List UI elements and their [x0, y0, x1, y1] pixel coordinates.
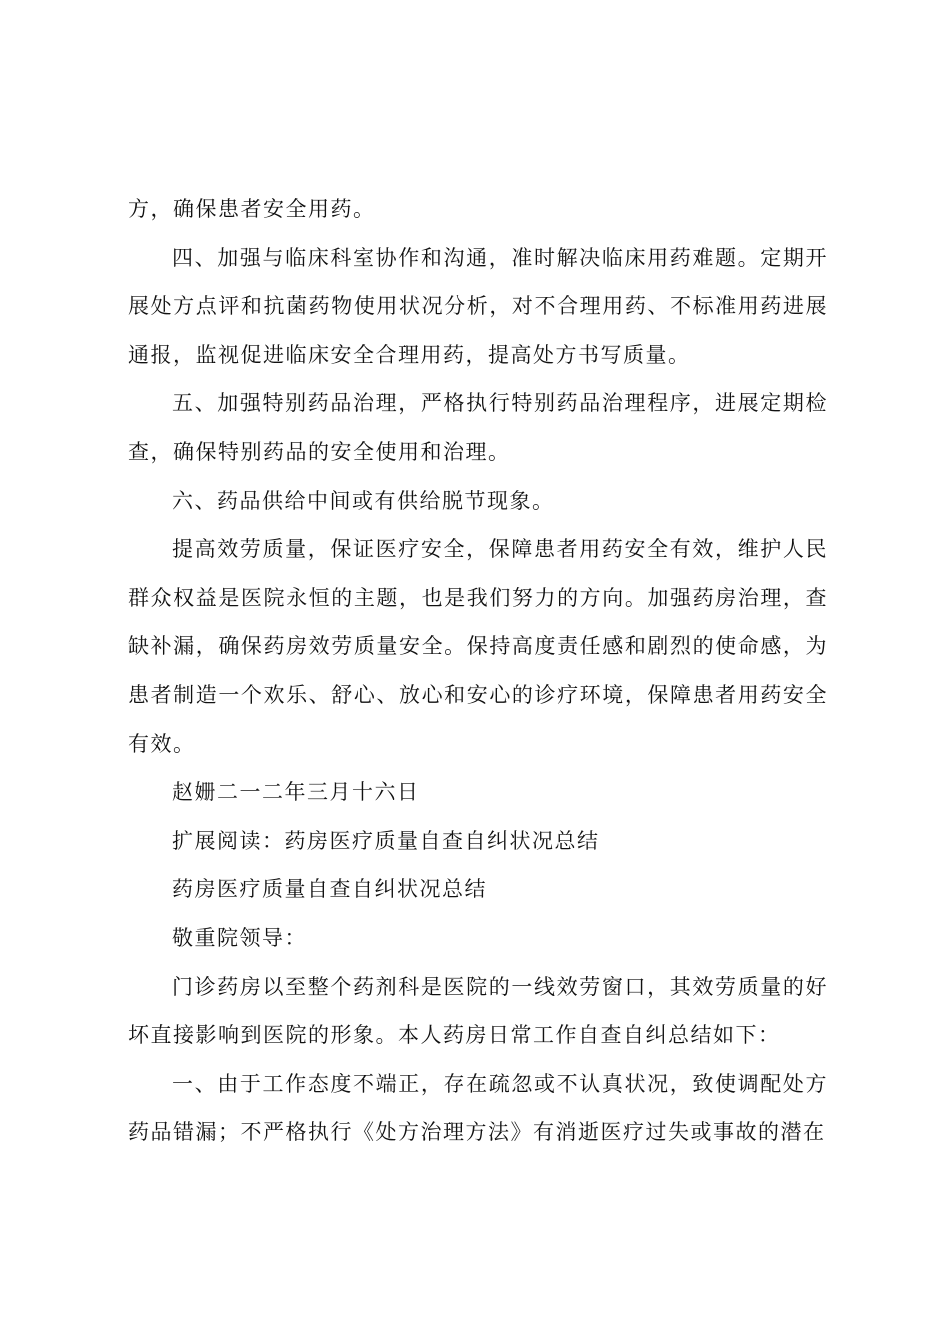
paragraph-section-six: 六、药品供给中间或有供给脱节现象。: [172, 488, 555, 513]
paragraph-item-one: 一、由于工作态度不端正，存在疏忽或不认真状况，致使调配处方药品错漏；不严格执行《处方治理方法》有消逝医疗过失或事故的潜在: [128, 1071, 828, 1145]
signature-date: 赵姗二一二年三月十六日: [172, 780, 420, 805]
paragraph-section-five: 五、加强特别药品治理，严格执行特别药品治理程序，进展定期检查，确保特别药品的安全使用和治理。: [128, 391, 828, 464]
paragraph-continuation: 方，确保患者安全用药。: [128, 197, 376, 221]
paragraph-section-four: 四、加强与临床科室协作和沟通，准时解决临床用药难题。定期开展处方点评和抗菌药物使用状况分析，对不合理用药、不标准用药进展通报，监视促进临床安全合理用药，提高处方书写质量。: [128, 245, 828, 367]
paragraph-conclusion: 提高效劳质量，保证医疗安全，保障患者用药安全有效，维护人民群众权益是医院永恒的主题，也是我们努力的方向。加强药房治理，查缺补漏，确保药房效劳质量安全。保持高度责任感和剧烈的使命感，为患者制造一个欢乐、舒心、放心和安心的诊疗环境，保障患者用药安全有效。: [128, 537, 828, 756]
paragraph-intro: 门诊药房以至整个药剂科是医院的一线效劳窗口，其效劳质量的好坏直接影响到医院的形象。本人药房日常工作自查自纠总结如下：: [128, 974, 828, 1048]
section-title: 药房医疗质量自查自纠状况总结: [172, 877, 487, 902]
salutation: 敬重院领导：: [172, 925, 307, 950]
extended-reading-label: 扩展阅读：药房医疗质量自查自纠状况总结: [172, 828, 600, 853]
document-body: [128, 185, 828, 1157]
